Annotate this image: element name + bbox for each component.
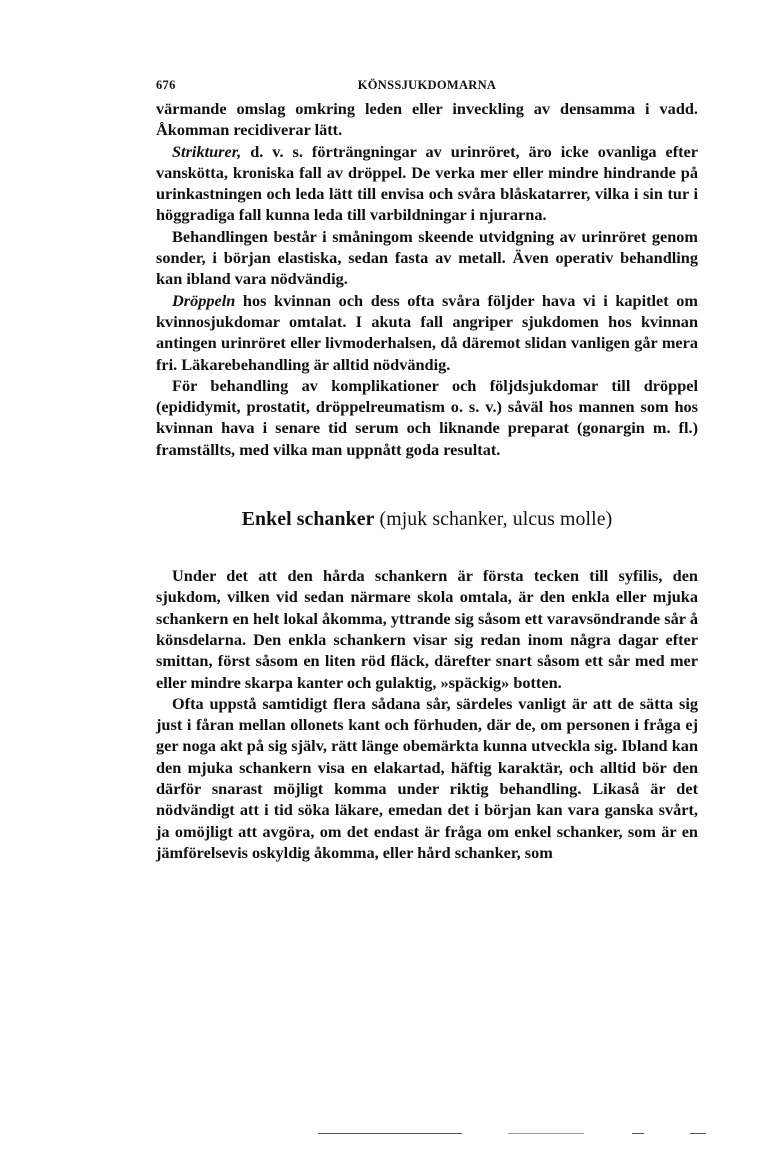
page-header bbox=[156, 72, 698, 98]
paragraph-schanker-intro: Under det att den hårda schankern är första tecken till syfilis, den sjukdom, vilken vid sedan närmare skola omtala, är den enkla eller mjuka schankern en helt lokal åkomma, yttrande sig såsom ett varavsöndrande sår å könsdelarna. Den enkla schankern visar sig redan inom några dagar efter smittan, först såsom en liten röd fläck, därefter snart såsom ett sår med mer eller mindre skarpa kanter och gulaktig, »späckig» botten. bbox=[156, 566, 698, 692]
lead-term-droppeln: Dröppeln bbox=[172, 290, 236, 310]
book-page bbox=[156, 72, 698, 863]
footer-scan-line bbox=[632, 1133, 644, 1134]
paragraph-komplikationer: För behandling av komplikationer och följdsjukdomar till dröppel (epididymit, prostatit, dröppelreumatism o. s. v.) såväl hos mannen som hos kvinnan hava i senare tid serum och liknande preparat (gonargin m. fl.) framställts, med vilka man uppnått goda resultat. bbox=[156, 375, 698, 459]
paragraph-droppeln-kvinnan bbox=[156, 290, 698, 375]
section-dropel-complications bbox=[156, 98, 698, 460]
section-heading-sub: (mjuk schanker, ulcus molle) bbox=[374, 508, 613, 531]
footer-scan-line bbox=[318, 1133, 462, 1134]
paragraph-schanker-details: Ofta uppstå samtidigt flera sådana sår, särdeles vanligt är att de sätta sig just i fåran mellan ollonets kant och förhuden, där de, om personen i fråga ej ger noga akt på sig själv, rätt länge obemärkta kunna utveckla sig. Ibland kan den mjuka schankern visa en elakartad, häftig karaktär, och alltid bör den därför snarast möjligt komma under riktig behandling. Likaså är det nödvändigt att i tid söka läkare, emedan det i början kan vara ganska svårt, ja omöjligt att avgöra, om det endast är fråga om enkel schanker, som är en jämförelsevis oskyldig åkomma, eller hård schanker, som bbox=[156, 693, 698, 862]
paragraph-behandling: Behandlingen består i småningom skeende utvidgning av urinröret genom sonder, i början elastiska, sedan fasta av metall. Även operativ behandling kan ibland vara nödvändig. bbox=[156, 226, 698, 289]
page-number: 676 bbox=[156, 78, 176, 92]
footer-scan-line bbox=[508, 1133, 584, 1134]
section-enkel-schanker bbox=[156, 565, 698, 863]
section-heading bbox=[156, 507, 698, 531]
footer-scan-line bbox=[690, 1133, 706, 1134]
lead-term-strikturer: Strikturer, bbox=[172, 141, 242, 161]
paragraph-strikturer bbox=[156, 141, 698, 226]
paragraph-droppeln-text: hos kvinnan och dess ofta svåra följder hava vi i kapitlet om kvinnosjukdomar omtalat. I akuta fall angriper sjukdomen hos kvinnan antingen urinröret eller livmoderhalsen, då däremot slidan vanligen går mera fri. Läkarebehandling är alltid nödvändig. bbox=[156, 290, 698, 374]
running-head: KÖNSSJUKDOMARNA bbox=[357, 78, 497, 92]
paragraph-strikturer-text: d. v. s. förträngningar av urinröret, äro icke ovanliga efter vanskötta, kroniska fall av dröppel. De verka mer eller mindre hindrande på urinkastningen och leda lätt till envisa och svåra blåskatarrer, vilka i sin tur i höggradiga fall kunna leda till varbildningar i njurarna. bbox=[156, 141, 698, 225]
paragraph-continuation: värmande omslag omkring leden eller inveckling av densamma i vadd. Åkomman recidiverar lätt. bbox=[156, 99, 698, 140]
section-heading-main: Enkel schanker bbox=[241, 508, 375, 531]
